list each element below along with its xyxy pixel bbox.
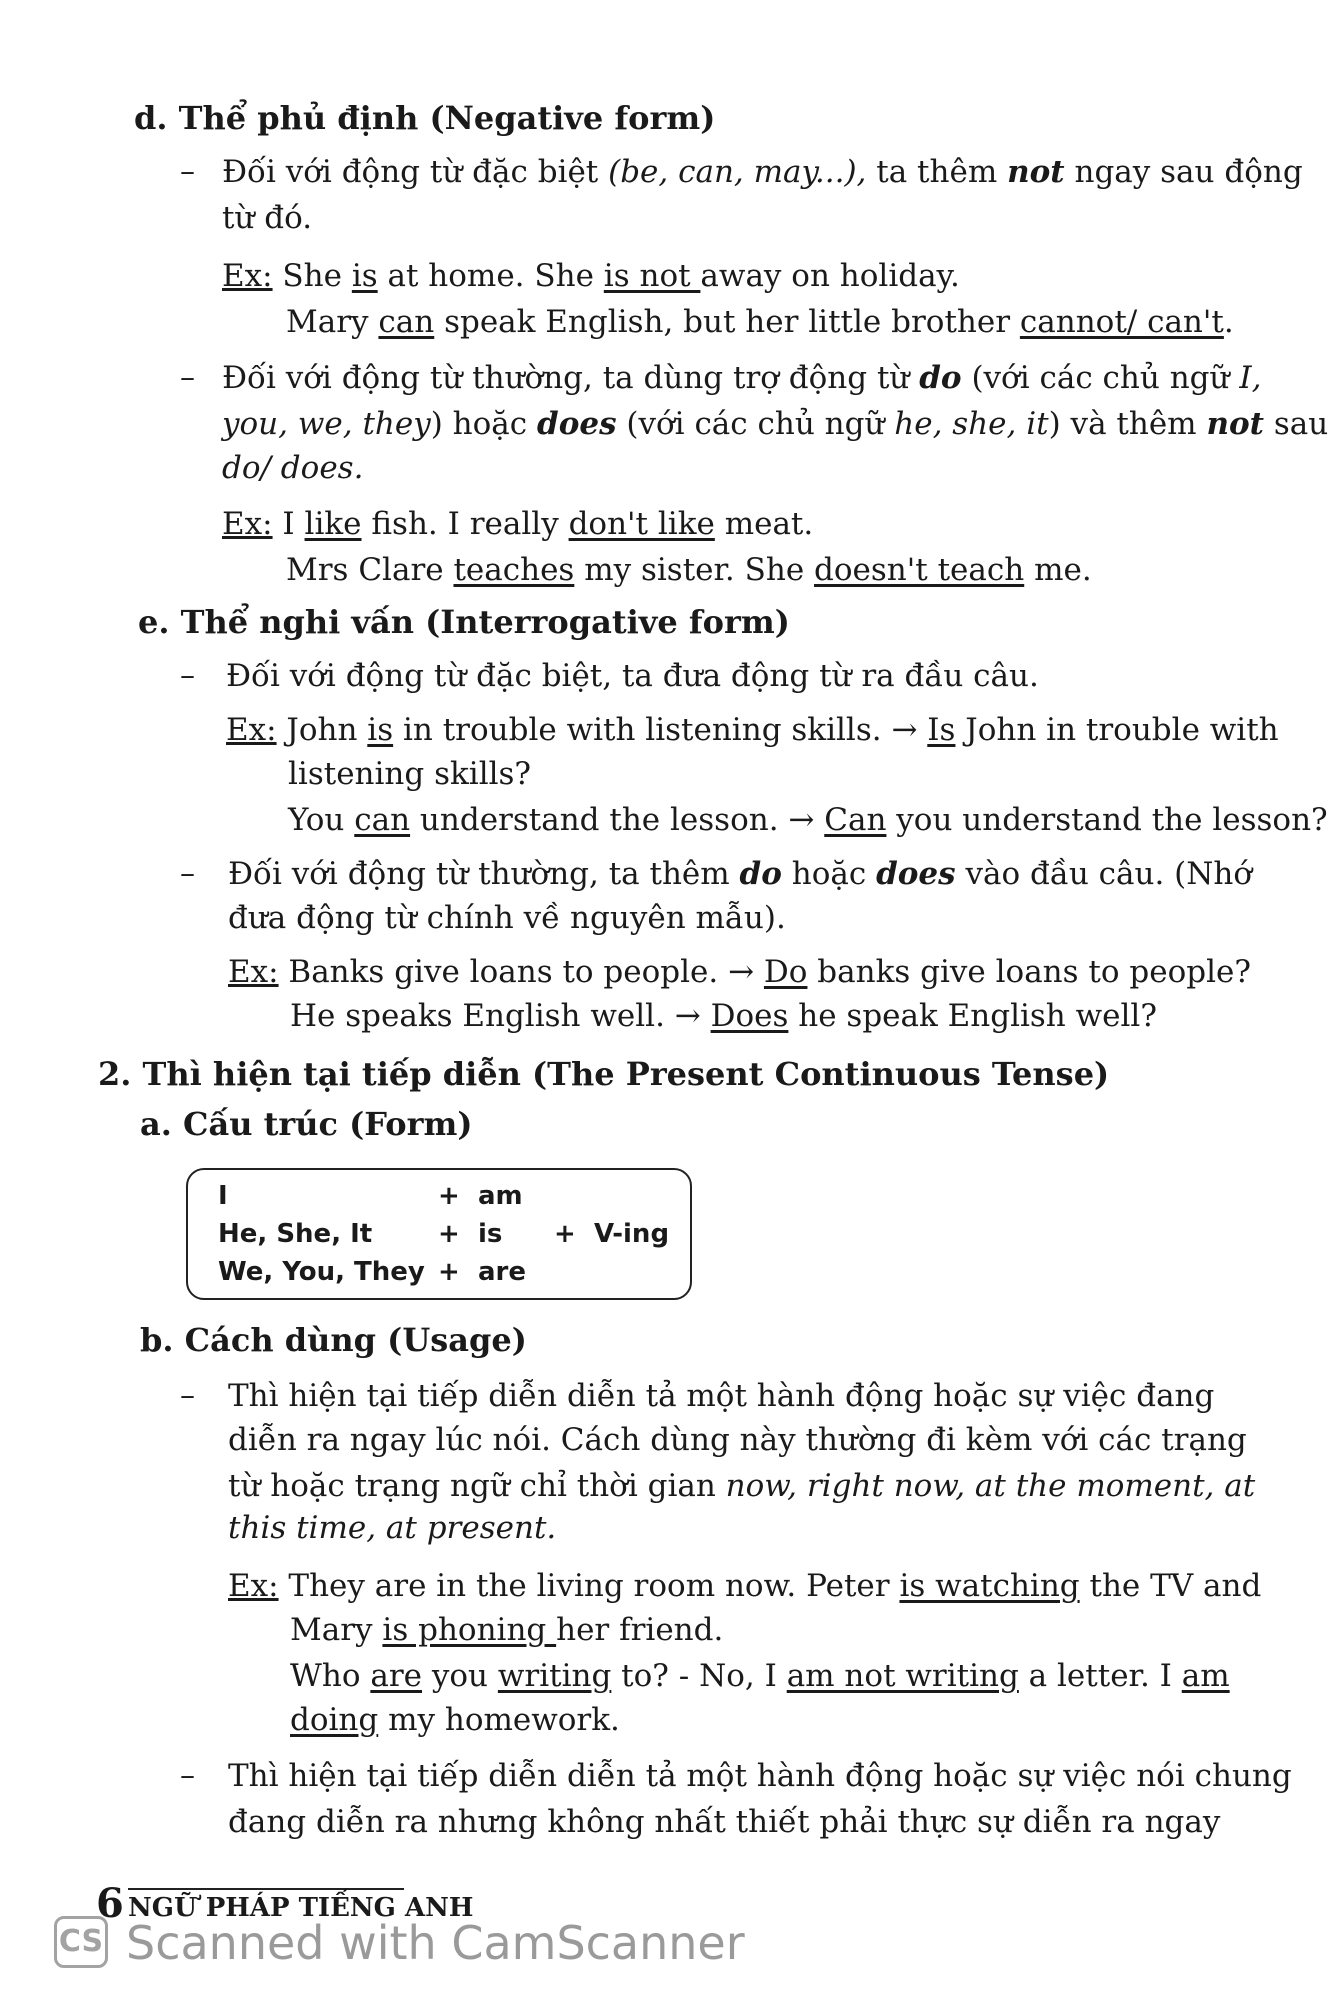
form-plus: +	[438, 1219, 460, 1249]
example-interrogative-ordinary-2: He speaks English well. → Does he speak English well?	[290, 998, 1157, 1034]
example-interrogative-special-cont: listening skills?	[288, 756, 532, 792]
example-negative-ordinary-2: Mrs Clare teaches my sister. She doesn't teach me.	[286, 552, 1092, 588]
example-interrogative-ordinary: Ex: Banks give loans to people. → Do banks give loans to people?	[228, 954, 1251, 990]
rule-negative-special-verbs: Đối với động từ đặc biệt (be, can, may...), ta thêm not ngay sau động	[222, 154, 1303, 190]
usage-1-line-2: diễn ra ngay lúc nói. Cách dùng này thường đi kèm với các trạng	[228, 1422, 1247, 1458]
form-plus: +	[438, 1181, 460, 1211]
rule-negative-ordinary-verbs-cont: you, we, they) hoặc does (với các chủ ngữ he, she, it) và thêm not sau	[222, 406, 1328, 442]
form-verb-am: am	[478, 1181, 523, 1211]
usage-2-line-2: đang diễn ra nhưng không nhất thiết phải thực sự diễn ra ngay	[228, 1804, 1221, 1840]
watermark-text: Scanned with CamScanner	[126, 1916, 745, 1970]
example-negative-special: Ex: She is at home. She is not away on holiday.	[222, 258, 960, 294]
usage-1-line-3: từ hoặc trạng ngữ chỉ thời gian now, right now, at the moment, at	[228, 1468, 1256, 1504]
bullet-dash: –	[180, 360, 195, 395]
heading-form: a. Cấu trúc (Form)	[140, 1105, 473, 1143]
form-structure-box	[186, 1168, 692, 1300]
form-subject-i: I	[218, 1181, 228, 1211]
bullet-dash: –	[180, 1378, 195, 1413]
rule-interrogative-ordinary-cont: đưa động từ chính về nguyên mẫu).	[228, 900, 786, 936]
heading-interrogative-form: e. Thể nghi vấn (Interrogative form)	[138, 603, 790, 641]
bullet-dash: –	[180, 154, 195, 189]
bullet-dash: –	[180, 856, 195, 891]
example-negative-ordinary: Ex: I like fish. I really don't like meat.	[222, 506, 814, 542]
usage-1-line-1: Thì hiện tại tiếp diễn diễn tả một hành động hoặc sự việc đang	[228, 1378, 1215, 1414]
example-interrogative-special: Ex: John is in trouble with listening skills. → Is John in trouble with	[226, 712, 1279, 748]
footer-rule	[128, 1888, 404, 1890]
page-number: 6	[96, 1880, 124, 1927]
form-plus: +	[438, 1257, 460, 1287]
usage-2-line-1: Thì hiện tại tiếp diễn diễn tả một hành động hoặc sự việc nói chung	[228, 1758, 1292, 1794]
heading-usage: b. Cách dùng (Usage)	[140, 1321, 527, 1359]
form-subject-we-you-they: We, You, They	[218, 1257, 425, 1287]
form-verb-is: is	[478, 1219, 503, 1249]
example-usage-1-3: Who are you writing to? - No, I am not writing a letter. I am	[290, 1658, 1230, 1694]
form-subject-he-she-it: He, She, It	[218, 1219, 373, 1249]
camscanner-logo-icon: CS	[54, 1916, 108, 1968]
example-usage-1-4: doing my homework.	[290, 1702, 620, 1738]
example-negative-special-2: Mary can speak English, but her little brother cannot/ can't.	[286, 304, 1234, 340]
rule-interrogative-special: Đối với động từ đặc biệt, ta đưa động từ ra đầu câu.	[226, 658, 1039, 694]
example-usage-1-2: Mary is phoning her friend.	[290, 1612, 724, 1648]
rule-interrogative-ordinary: Đối với động từ thường, ta thêm do hoặc does vào đầu câu. (Nhớ	[228, 856, 1253, 892]
form-plus: +	[554, 1219, 576, 1249]
rule-negative-ordinary-verbs: Đối với động từ thường, ta dùng trợ động từ do (với các chủ ngữ I,	[222, 360, 1262, 396]
heading-present-continuous: 2. Thì hiện tại tiếp diễn (The Present Continuous Tense)	[98, 1055, 1110, 1093]
footer-book-title: NGỮ PHÁP TIẾNG ANH	[128, 1893, 474, 1923]
heading-negative-form: d. Thể phủ định (Negative form)	[134, 99, 716, 137]
usage-1-line-4: this time, at present.	[228, 1510, 557, 1546]
form-verb-are: are	[478, 1257, 527, 1287]
form-v-ing: V-ing	[594, 1219, 670, 1249]
rule-negative-special-verbs-cont: từ đó.	[222, 200, 313, 236]
rule-negative-ordinary-verbs-end: do/ does.	[222, 450, 364, 486]
example-interrogative-special-2: You can understand the lesson. → Can you understand the lesson?	[288, 802, 1328, 838]
example-usage-1: Ex: They are in the living room now. Peter is watching the TV and	[228, 1568, 1262, 1604]
bullet-dash: –	[180, 1758, 195, 1793]
bullet-dash: –	[180, 658, 195, 693]
